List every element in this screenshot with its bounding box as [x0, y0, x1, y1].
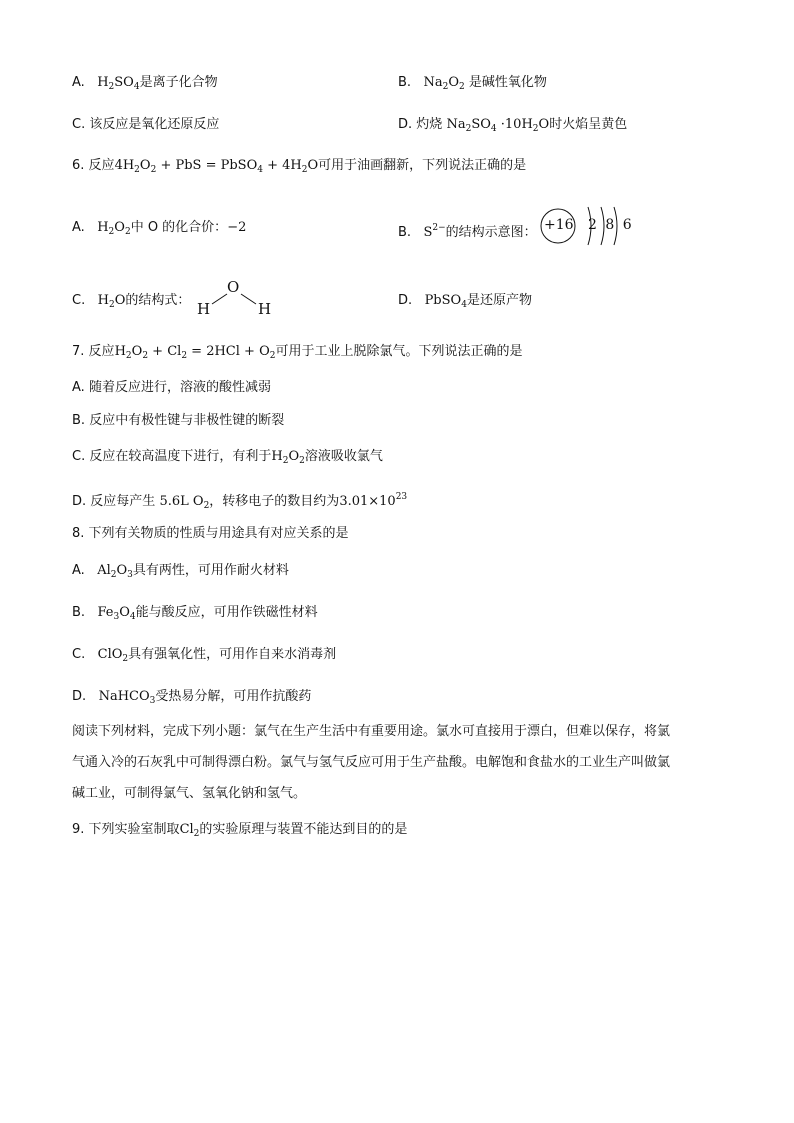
q7-option-b — [72, 412, 284, 430]
q5-option-b — [398, 74, 547, 96]
equation: $H_2O_2 + Cl_2 = 2HCl + O_2$ — [114, 344, 276, 361]
q6-option-c — [72, 292, 190, 314]
formula: $H_2O_2$ — [271, 449, 305, 466]
option-label: A. — [72, 563, 85, 578]
reading-passage — [72, 716, 724, 809]
option-text: 随着反应进行，溶液的酸性减弱 — [88, 380, 271, 395]
water-structure — [196, 280, 276, 320]
q8-stem — [72, 525, 349, 543]
q8-option-b — [72, 604, 318, 626]
question-number: 9. — [72, 822, 85, 837]
formula: ClO$_2$ — [97, 647, 129, 664]
question-number: 8. — [72, 526, 85, 541]
atom-hydrogen-1: H — [197, 300, 211, 318]
option-text: 受热易分解，可用作抗酸药 — [155, 689, 312, 704]
option-label: B. — [72, 605, 86, 620]
formula: $Cl_2$ — [179, 822, 200, 839]
q6-option-b — [398, 219, 537, 242]
stem-pre: 反应 — [88, 158, 115, 173]
formula: NaHCO$_3$ — [98, 689, 156, 706]
amount: 5.6L $O_2$ — [159, 494, 210, 511]
option-text: 溶液吸收氯气 — [304, 449, 383, 464]
option-text: 反应中有极性键与非极性键的断裂 — [89, 413, 285, 428]
q5-option-c — [72, 116, 219, 134]
option-text: 的结构示意图： — [445, 225, 537, 240]
stem-post: 可用于工业上脱除氯气。下列说法正确的是 — [275, 344, 523, 359]
formula: $H_2O$ — [97, 293, 126, 310]
formula: $H_2SO_4$ — [97, 75, 140, 92]
formula: $Na_2O_2$ — [423, 75, 465, 92]
stem-pre: 下列实验室制取 — [88, 822, 180, 837]
option-text: 能与酸反应，可用作铁磁性材料 — [135, 605, 318, 620]
stem-text: 下列有关物质的性质与用途具有对应关系的是 — [88, 526, 349, 541]
option-text-pre: 反应在较高温度下进行，有利于 — [89, 449, 272, 464]
option-text: 是离子化合物 — [139, 75, 218, 90]
formula: PbSO$_4$ — [424, 293, 467, 310]
formula: $Fe_3O_4$ — [97, 605, 136, 622]
valence-value: −2 — [227, 220, 247, 235]
option-label: C. — [72, 647, 86, 662]
option-text: 该反应是氧化还原反应 — [89, 117, 220, 132]
q8-option-a — [72, 562, 289, 584]
stem-post: 可用于油画翻新，下列说法正确的是 — [318, 158, 527, 173]
option-label: D. — [398, 293, 413, 308]
stem-pre: 反应 — [88, 344, 115, 359]
q7-option-d — [72, 488, 407, 515]
option-label: B. — [398, 75, 412, 90]
q6-option-a — [72, 219, 246, 241]
nucleus-charge: +16 — [544, 217, 574, 233]
q5-option-d — [398, 116, 627, 138]
option-label: C. — [72, 117, 86, 132]
option-text: 是碱性氧化物 — [468, 75, 547, 90]
option-label: D. — [72, 494, 87, 509]
option-label: A. — [72, 75, 85, 90]
stem-post: 的实验原理与装置不能达到目的的是 — [199, 822, 408, 837]
bond-o-h1 — [212, 294, 227, 304]
formula: $Na_2SO_4 \cdot 10H_2O$ — [446, 117, 550, 134]
option-text-pre: 反应每产生 — [90, 494, 156, 509]
option-text: 的结构式： — [125, 293, 191, 308]
option-text: 具有两性，可用作耐火材料 — [132, 563, 289, 578]
option-label: D. — [398, 117, 413, 132]
option-label: B. — [72, 413, 86, 428]
q6-stem — [72, 157, 526, 179]
option-text-pre: 灼烧 — [416, 117, 443, 132]
formula: $H_2O_2$ — [97, 220, 131, 237]
option-label: C. — [72, 449, 86, 464]
option-text: ，转移电子的数目约为 — [209, 494, 340, 509]
option-label: B. — [398, 225, 412, 240]
option-text: 中 O 的化合价： — [130, 220, 228, 235]
option-text: 是还原产物 — [466, 293, 532, 308]
question-number: 6. — [72, 158, 85, 173]
q8-option-d — [72, 688, 311, 710]
formula: $S^{2-}$ — [423, 223, 446, 240]
q7-option-a — [72, 379, 271, 397]
atom-hydrogen-2: H — [258, 300, 272, 318]
q7-stem — [72, 343, 522, 365]
ion-structure-diagram — [538, 204, 638, 256]
electron-shells: 2 8 6 — [588, 217, 634, 233]
option-text: 时火焰呈黄色 — [549, 117, 628, 132]
option-label: C. — [72, 293, 86, 308]
electron-count: $3.01\times 10^{23}$ — [339, 492, 408, 509]
option-label: A. — [72, 380, 85, 395]
passage-line-1: 阅读下列材料，完成下列小题：氯气在生产生活中有重要用途。氯水可直接用于漂白，但难以保存，将氯 — [72, 724, 671, 739]
q8-option-c — [72, 646, 336, 668]
atom-oxygen: O — [227, 278, 240, 296]
option-label: A. — [72, 220, 85, 235]
passage-line-2: 气通入冷的石灰乳中可制得漂白粉。氯气与氢气反应可用于生产盐酸。电解饱和食盐水的工业生产叫做氯 — [72, 755, 671, 770]
question-number: 7. — [72, 344, 85, 359]
formula: $Al_2O_3$ — [97, 563, 133, 580]
q9-stem — [72, 821, 407, 843]
option-label: D. — [72, 689, 87, 704]
bond-o-h2 — [241, 294, 256, 304]
passage-line-3: 碱工业，可制得氯气、氢氧化钠和氢气。 — [72, 786, 307, 801]
q6-option-d — [398, 292, 532, 314]
option-text: 具有强氧化性，可用作自来水消毒剂 — [128, 647, 337, 662]
q7-option-c — [72, 448, 383, 470]
equation: $4H_2O_2$ + PbS = PbSO$_4$ + $4H_2O$ — [114, 158, 319, 175]
q5-option-a — [72, 74, 218, 96]
